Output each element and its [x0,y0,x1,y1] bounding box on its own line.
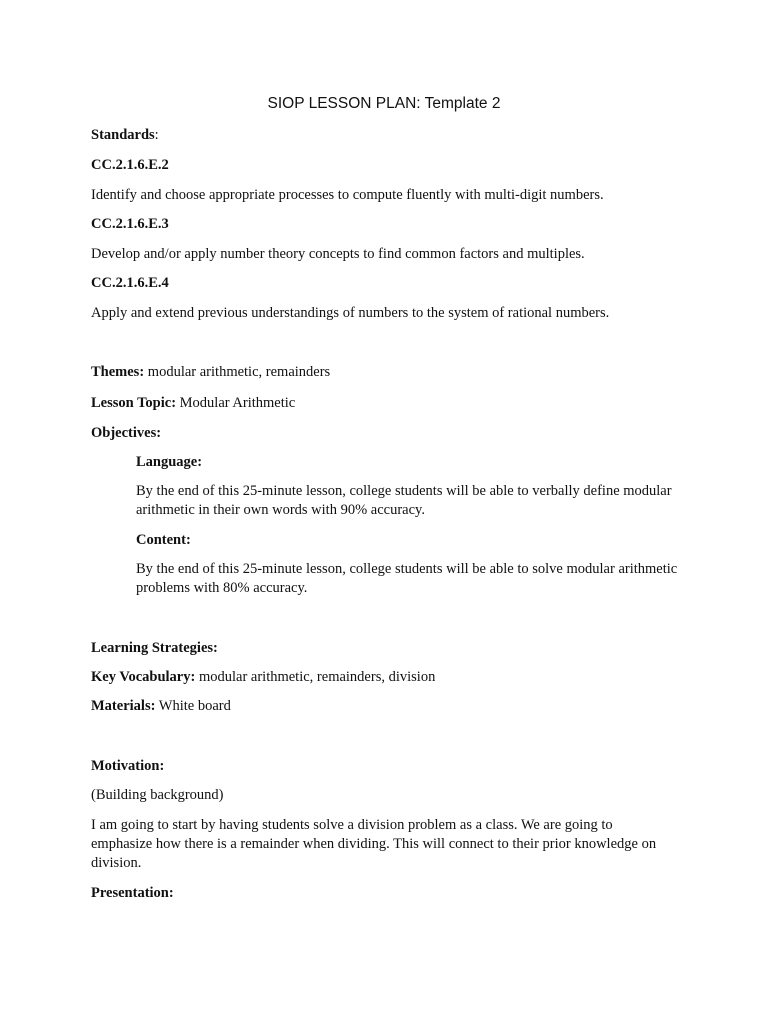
standard-desc-2: Develop and/or apply number theory concepts to find common factors and multiples. [91,246,585,262]
key-vocabulary-text: modular arithmetic, remainders, division [195,669,436,685]
learning-strategies-label: Learning Strategies: [91,640,218,656]
lesson-topic-label: Lesson Topic: [91,395,177,411]
motivation-paragraph-line-2: emphasize how there is a remainder when dividing. This will connect to their prior knowledge on [91,836,657,852]
motivation-paragraph-line-3: division. [91,855,142,871]
motivation-label: Motivation: [91,758,165,774]
standard-code-1 [91,156,728,175]
page-title [0,95,768,113]
standard-code-text-1: CC.2.1.6.E.2 [91,157,169,173]
standard-code-2 [91,215,728,234]
standard-code-3 [91,274,728,293]
title-suffix: Template 2 [424,95,501,112]
standard-desc-1: Identify and choose appropriate processes to compute fluently with multi-digit numbers. [91,187,604,203]
materials-text: White board [155,698,231,714]
presentation-heading [91,884,728,903]
lesson-topic-text: Modular Arithmetic [176,395,296,411]
key-vocabulary-line [91,668,728,687]
learning-strategies-heading [91,639,728,658]
materials-line [91,697,728,716]
motivation-paragraph-line-1: I am going to start by having students solve a division problem as a class. We are going to [91,817,613,833]
content-heading [136,531,708,550]
language-label: Language: [136,454,203,470]
content-label: Content: [136,532,191,548]
presentation-label: Presentation: [91,885,174,901]
motivation-heading [91,757,728,776]
standards-colon: : [154,127,159,143]
language-objective: By the end of this 25-minute lesson, college students will be able to verbally define modular arithmetic in their own words with 90% accuracy. [136,483,672,518]
standard-desc-3: Apply and extend previous understandings of numbers to the system of rational numbers. [91,305,610,321]
themes-label: Themes: [91,364,145,380]
standard-code-text-2: CC.2.1.6.E.3 [91,216,169,232]
objectives-label: Objectives: [91,425,162,441]
building-background-text: (Building background) [91,787,224,803]
key-vocabulary-label: Key Vocabulary: [91,669,196,685]
standard-code-text-3: CC.2.1.6.E.4 [91,275,169,291]
themes-text: modular arithmetic, remainders [144,364,331,380]
standards-label: Standards [91,127,155,143]
language-heading [136,453,708,472]
lesson-topic-line [91,394,728,413]
themes-line [91,363,728,382]
title-prefix: SIOP LESSON PLAN: [267,95,425,112]
objectives-heading [91,424,728,443]
standards-heading [91,126,728,145]
materials-label: Materials: [91,698,156,714]
content-objective: By the end of this 25-minute lesson, college students will be able to solve modular arithmetic problems with 80% accuracy. [136,561,678,596]
